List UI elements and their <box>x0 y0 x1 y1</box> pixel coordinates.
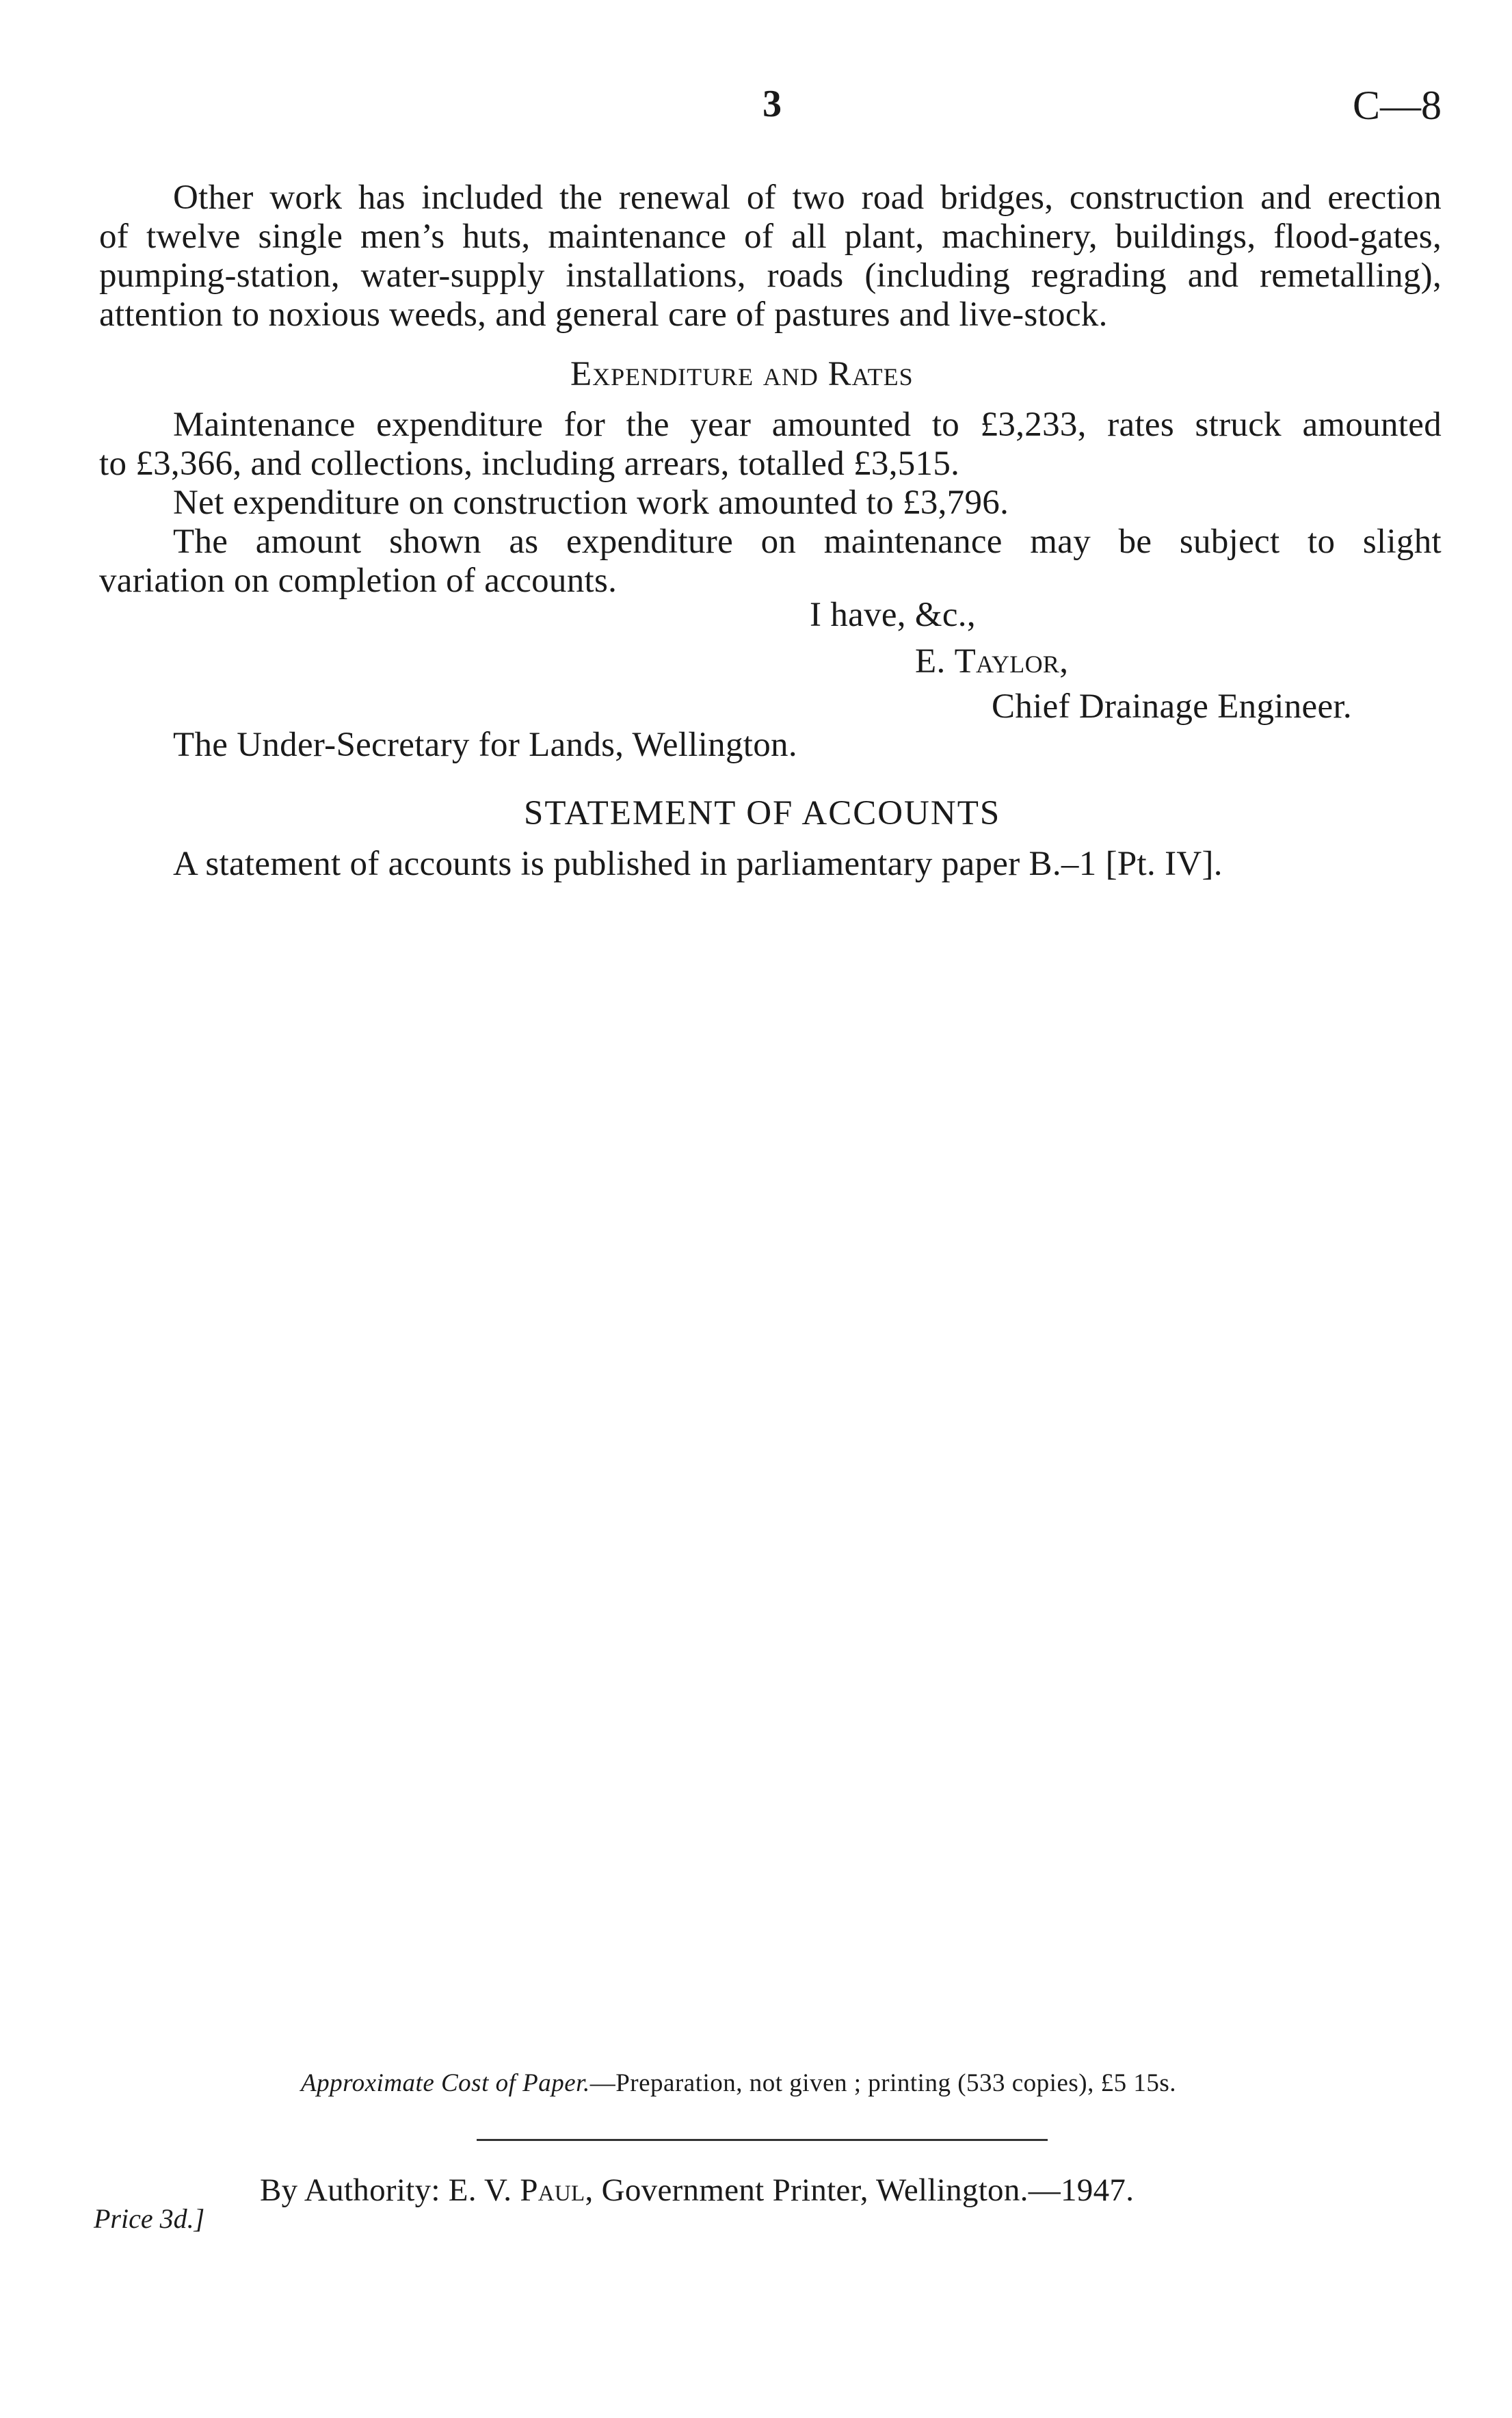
paragraph-1-line-2: of twelve single men’s huts, maintenance of all plant, machinery, buildings, flood-gates, <box>99 218 1442 256</box>
printer-name: Paul, <box>520 2172 594 2208</box>
paragraph-1-line-1: Other work has included the renewal of two road bridges, construction and erection <box>173 179 1442 217</box>
signatory-surname: Taylor, <box>954 642 1069 681</box>
paragraph-2-line-2: to £3,366, and collections, including arrears, totalled £3,515. <box>99 445 960 483</box>
signatory-initial: E. <box>915 642 955 681</box>
paragraph-3: Net expenditure on construction work amounted to £3,796. <box>173 484 1009 522</box>
statement-heading: STATEMENT OF ACCOUNTS <box>524 794 1001 832</box>
addressee: The Under-Secretary for Lands, Wellington. <box>173 726 797 764</box>
paragraph-2-line-1: Maintenance expenditure for the year amounted to £3,233, rates struck amounted <box>173 406 1442 444</box>
cost-note <box>301 2068 1176 2098</box>
section-heading: Expenditure and Rates <box>570 355 914 393</box>
signatory-name <box>915 642 1068 681</box>
authority-prefix: By Authority: E. V. <box>260 2172 520 2208</box>
authority-line <box>260 2172 1134 2209</box>
authority-suffix: Government Printer, Wellington.—1947. <box>593 2172 1135 2208</box>
signatory-title: Chief Drainage Engineer. <box>992 687 1352 726</box>
price: Price 3d.] <box>94 2203 205 2234</box>
statement-text: A statement of accounts is published in parliamentary paper B.–1 [Pt. IV]. <box>173 845 1223 883</box>
footer-divider <box>477 2139 1048 2141</box>
cost-text: —Preparation, not given ; printing (533 copies), £5 15s. <box>589 2069 1177 2097</box>
document-code: C—8 <box>1353 83 1442 128</box>
paragraph-1-line-3: pumping-station, water-supply installations, roads (including regrading and remetalling), <box>99 257 1442 295</box>
paragraph-1-line-4: attention to noxious weeds, and general care of pastures and live-stock. <box>99 295 1108 334</box>
paragraph-4-line-2: variation on completion of accounts. <box>99 562 618 600</box>
closing-salutation: I have, &c., <box>810 596 976 634</box>
paragraph-4-line-1: The amount shown as expenditure on maintenance may be subject to slight <box>173 523 1442 561</box>
cost-label: Approximate Cost of Paper. <box>301 2069 590 2097</box>
page-number: 3 <box>762 83 782 125</box>
